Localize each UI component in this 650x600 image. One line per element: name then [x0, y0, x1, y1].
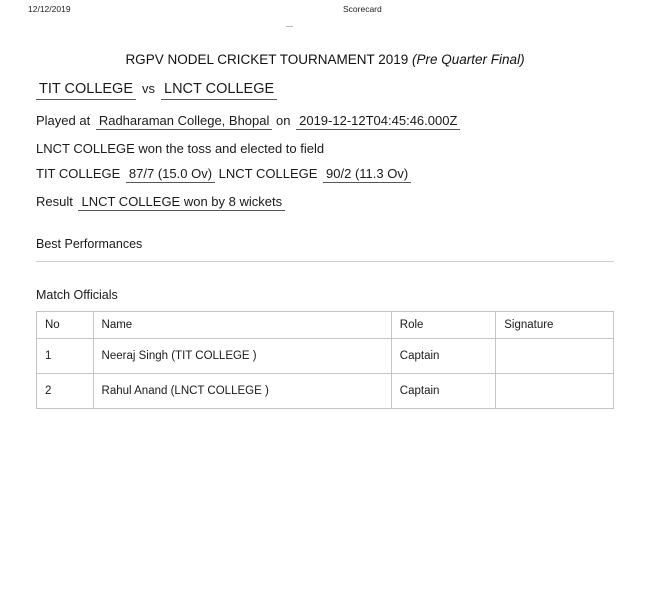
cell-name: Rahul Anand (LNCT COLLEGE )	[93, 373, 391, 408]
match-officials-table	[36, 311, 614, 409]
tournament-stage: (Pre Quarter Final)	[412, 52, 525, 67]
cell-no: 1	[37, 338, 94, 373]
print-title: Scorecard	[343, 4, 382, 14]
cell-signature	[496, 338, 614, 373]
result-value: LNCT COLLEGE won by 8 wickets	[78, 195, 285, 211]
cell-signature	[496, 373, 614, 408]
score-team-a-value: 87/7 (15.0 Ov)	[126, 167, 215, 183]
venue-row	[36, 114, 614, 130]
team-a-name: TIT COLLEGE	[36, 82, 136, 100]
vs-label: vs	[142, 81, 156, 96]
match-officials-heading: Match Officials	[36, 287, 118, 302]
scores-row	[36, 167, 614, 183]
table-header-row	[37, 311, 614, 338]
score-team-a-label: TIT COLLEGE	[36, 165, 121, 181]
page-title	[0, 20, 650, 67]
match-datetime: 2019-12-12T04:45:46.000Z	[296, 114, 460, 130]
column-header-signature: Signature	[496, 311, 614, 338]
cell-name: Neeraj Singh (TIT COLLEGE )	[93, 338, 391, 373]
venue-value: Radharaman College, Bhopal	[96, 114, 273, 130]
table-row	[37, 338, 614, 373]
toss-text: LNCT COLLEGE won the toss and elected to field	[36, 140, 325, 156]
result-label: Result	[36, 193, 73, 209]
column-header-name: Name	[93, 311, 391, 338]
document-page	[0, 20, 650, 409]
toss-row	[36, 142, 614, 155]
section-divider	[36, 261, 614, 262]
cell-role: Captain	[391, 373, 495, 408]
on-label: on	[276, 112, 291, 128]
cell-role: Captain	[391, 338, 495, 373]
best-performances-heading: Best Performances	[36, 236, 143, 251]
column-header-role: Role	[391, 311, 495, 338]
tournament-name: RGPV NODEL CRICKET TOURNAMENT 2019	[125, 52, 409, 67]
page-tick-mark	[286, 26, 293, 27]
cell-no: 2	[37, 373, 94, 408]
played-at-label: Played at	[36, 112, 91, 128]
score-team-b-value: 90/2 (11.3 Ov)	[323, 167, 411, 183]
print-date: 12/12/2019	[28, 4, 71, 14]
score-team-b-label: LNCT COLLEGE	[218, 165, 318, 181]
team-b-name: LNCT COLLEGE	[161, 82, 277, 100]
document-content	[0, 82, 650, 409]
teams-row	[36, 82, 614, 100]
column-header-no: No	[37, 311, 94, 338]
print-header	[0, 4, 650, 20]
result-row	[36, 195, 614, 211]
table-row	[37, 373, 614, 408]
